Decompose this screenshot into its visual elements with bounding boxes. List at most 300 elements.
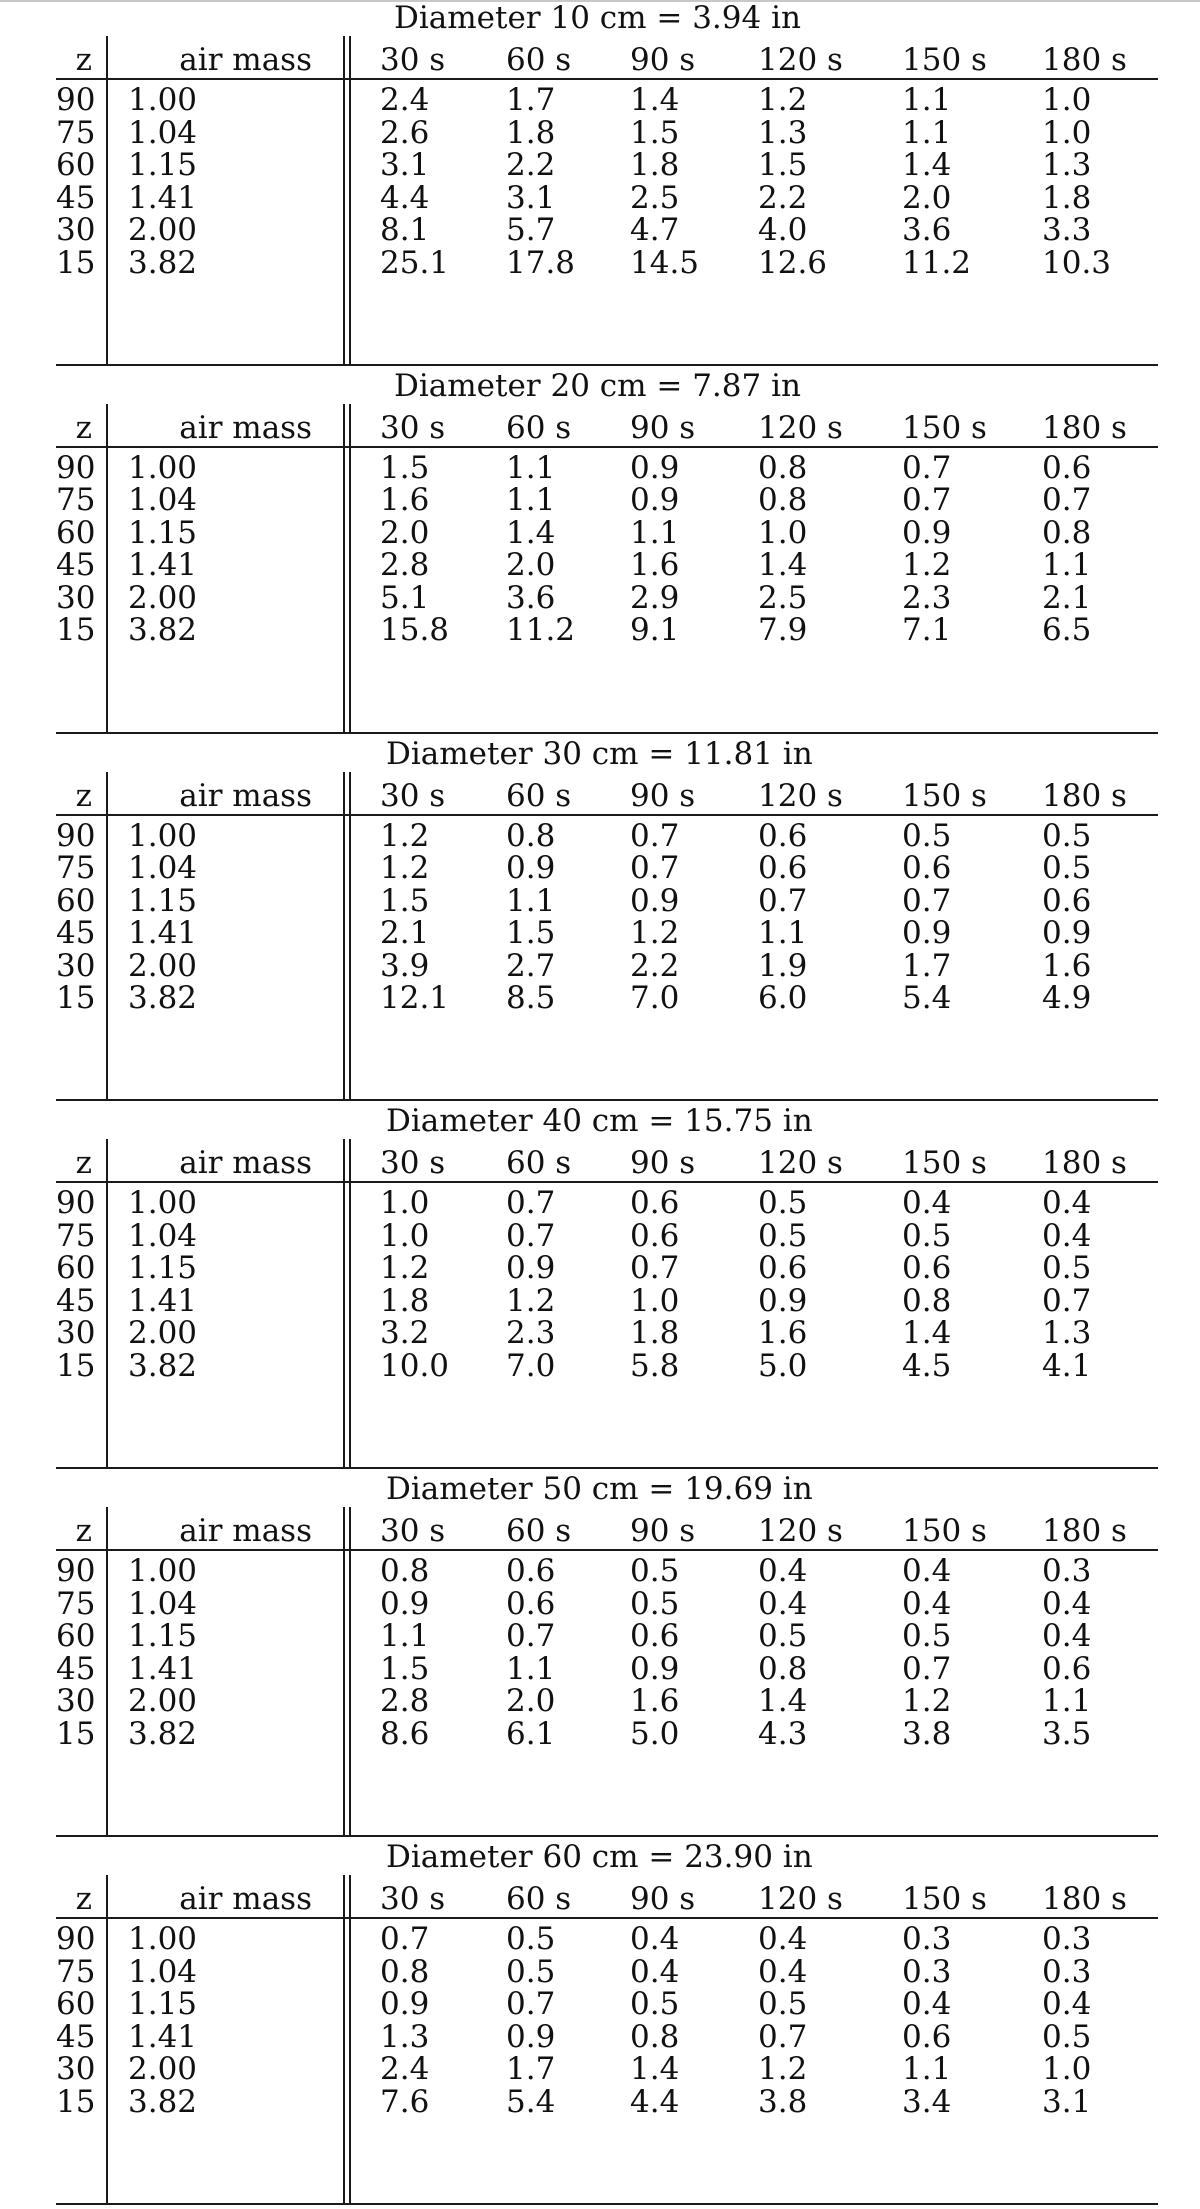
cell-90s: 0.7 xyxy=(630,817,680,854)
cell-180s: 1.3 xyxy=(1042,1315,1092,1352)
cell-z: 75 xyxy=(56,1585,96,1622)
cell-150s: 3.6 xyxy=(902,212,952,248)
cell-90s: 0.8 xyxy=(630,2018,680,2055)
cell-60s: 2.7 xyxy=(506,947,556,984)
cell-90s: 0.6 xyxy=(630,1618,680,1655)
cell-90s: 0.4 xyxy=(630,1921,680,1957)
z-column-rule xyxy=(106,772,108,1100)
cell-air-mass: 2.00 xyxy=(128,1315,198,1352)
cell-180s: 1.0 xyxy=(1042,114,1092,151)
cell-air-mass: 1.04 xyxy=(128,850,198,887)
cell-90s: 0.7 xyxy=(630,1250,680,1287)
column-header-z: z xyxy=(75,1513,92,1550)
cell-30s: 8.1 xyxy=(380,212,430,248)
cell-90s: 2.9 xyxy=(630,579,680,616)
cell-60s: 1.7 xyxy=(506,82,556,118)
cell-30s: 1.5 xyxy=(380,449,430,486)
table-header-row xyxy=(56,404,1158,449)
cell-30s: 8.6 xyxy=(380,1715,430,1752)
cell-60s: 6.1 xyxy=(506,1715,556,1752)
cell-120s: 2.5 xyxy=(758,579,808,616)
z-column-rule xyxy=(106,36,108,364)
cell-air-mass: 1.41 xyxy=(128,1650,198,1687)
cell-180s: 6.5 xyxy=(1042,612,1092,649)
cell-180s: 3.5 xyxy=(1042,1715,1092,1752)
cell-z: 60 xyxy=(56,514,96,551)
cell-60s: 0.9 xyxy=(506,2018,556,2055)
cell-120s: 1.4 xyxy=(758,1683,808,1720)
column-header-z: z xyxy=(75,1145,92,1182)
cell-120s: 1.6 xyxy=(758,1315,808,1352)
cell-180s: 4.1 xyxy=(1042,1347,1092,1384)
column-header-120s: 120 s xyxy=(758,409,843,446)
cell-air-mass: 1.04 xyxy=(128,482,198,519)
cell-60s: 1.4 xyxy=(506,514,556,551)
cell-30s: 12.1 xyxy=(380,980,450,1017)
column-header-90s: 90 s xyxy=(630,42,696,78)
cell-120s: 0.6 xyxy=(758,817,808,854)
column-header-air-mass: air mass xyxy=(179,777,312,814)
column-header-z: z xyxy=(75,409,92,446)
cell-120s: 0.7 xyxy=(758,882,808,919)
cell-z: 75 xyxy=(56,1953,96,1990)
cell-30s: 3.1 xyxy=(380,147,430,183)
cell-90s: 0.6 xyxy=(630,1185,680,1222)
cell-120s: 0.9 xyxy=(758,1282,808,1319)
cell-z: 15 xyxy=(56,612,96,649)
cell-180s: 1.0 xyxy=(1042,82,1092,118)
cell-90s: 0.6 xyxy=(630,1217,680,1254)
cell-120s: 7.9 xyxy=(758,612,808,649)
cell-air-mass: 2.00 xyxy=(128,1683,198,1720)
column-header-120s: 120 s xyxy=(758,42,843,78)
cell-120s: 0.8 xyxy=(758,1650,808,1687)
cell-150s: 0.4 xyxy=(902,1185,952,1222)
cell-150s: 3.8 xyxy=(902,1715,952,1752)
cell-60s: 1.1 xyxy=(506,482,556,519)
column-header-60s: 60 s xyxy=(506,1145,572,1182)
cell-150s: 0.3 xyxy=(902,1953,952,1990)
cell-60s: 1.5 xyxy=(506,915,556,952)
column-header-120s: 120 s xyxy=(758,1513,843,1550)
cell-120s: 0.4 xyxy=(758,1553,808,1590)
double-rule-left xyxy=(343,772,345,1100)
caption-text: Diameter 40 cm = 15.75 in xyxy=(386,1103,813,1140)
cell-150s: 1.2 xyxy=(902,1683,952,1720)
cell-z: 75 xyxy=(56,114,96,151)
column-header-120s: 120 s xyxy=(758,1145,843,1182)
cell-150s: 0.7 xyxy=(902,482,952,519)
cell-150s: 0.7 xyxy=(902,1650,952,1687)
cell-30s: 1.2 xyxy=(380,1250,430,1287)
cell-120s: 0.5 xyxy=(758,1185,808,1222)
cell-60s: 1.2 xyxy=(506,1282,556,1319)
cell-90s: 5.8 xyxy=(630,1347,680,1384)
caption-text: Diameter 10 cm = 3.94 in xyxy=(394,0,801,36)
cell-air-mass: 3.82 xyxy=(128,1347,198,1384)
cell-150s: 11.2 xyxy=(902,244,972,281)
cell-60s: 1.7 xyxy=(506,2051,556,2087)
cell-30s: 0.8 xyxy=(380,1953,430,1990)
cell-air-mass: 1.15 xyxy=(128,514,198,551)
cell-180s: 3.1 xyxy=(1042,2083,1092,2120)
block-bottom-rule xyxy=(56,1835,1158,1837)
block-bottom-rule xyxy=(56,2203,1158,2205)
column-header-z: z xyxy=(75,1881,92,1917)
cell-150s: 0.3 xyxy=(902,1921,952,1957)
cell-90s: 0.4 xyxy=(630,1953,680,1990)
cell-150s: 0.9 xyxy=(902,915,952,952)
cell-60s: 17.8 xyxy=(506,244,576,281)
cell-180s: 0.5 xyxy=(1042,1250,1092,1287)
column-header-150s: 150 s xyxy=(902,42,987,78)
cell-90s: 1.6 xyxy=(630,1683,680,1720)
table-caption xyxy=(56,368,1158,404)
cell-60s: 0.8 xyxy=(506,817,556,854)
cell-30s: 3.2 xyxy=(380,1315,430,1352)
column-header-60s: 60 s xyxy=(506,1513,572,1550)
cell-z: 45 xyxy=(56,1650,96,1687)
cell-120s: 0.5 xyxy=(758,1618,808,1655)
cell-30s: 2.4 xyxy=(380,82,430,118)
cell-60s: 1.1 xyxy=(506,449,556,486)
column-header-air-mass: air mass xyxy=(179,42,312,78)
column-header-60s: 60 s xyxy=(506,777,572,814)
column-header-180s: 180 s xyxy=(1042,1145,1127,1182)
column-header-60s: 60 s xyxy=(506,1881,572,1917)
cell-180s: 0.3 xyxy=(1042,1553,1092,1590)
cell-120s: 0.4 xyxy=(758,1585,808,1622)
cell-180s: 0.6 xyxy=(1042,449,1092,486)
cell-90s: 14.5 xyxy=(630,244,700,281)
table-row xyxy=(56,1714,1158,1759)
column-header-90s: 90 s xyxy=(630,777,696,814)
cell-90s: 4.4 xyxy=(630,2083,680,2120)
cell-180s: 0.3 xyxy=(1042,1921,1092,1957)
cell-z: 45 xyxy=(56,1282,96,1319)
cell-30s: 2.1 xyxy=(380,915,430,952)
caption-text: Diameter 20 cm = 7.87 in xyxy=(394,367,801,404)
column-header-30s: 30 s xyxy=(380,1145,446,1182)
cell-150s: 3.4 xyxy=(902,2083,952,2120)
cell-30s: 1.8 xyxy=(380,1282,430,1319)
cell-120s: 1.3 xyxy=(758,114,808,151)
cell-30s: 7.6 xyxy=(380,2083,430,2120)
cell-150s: 0.7 xyxy=(902,882,952,919)
cell-150s: 0.4 xyxy=(902,1585,952,1622)
cell-z: 75 xyxy=(56,850,96,887)
cell-150s: 0.9 xyxy=(902,514,952,551)
column-header-180s: 180 s xyxy=(1042,777,1127,814)
cell-120s: 1.9 xyxy=(758,947,808,984)
table-header-row xyxy=(56,1507,1158,1552)
cell-z: 30 xyxy=(56,579,96,616)
double-rule-left xyxy=(343,36,345,364)
cell-180s: 0.6 xyxy=(1042,882,1092,919)
cell-150s: 1.4 xyxy=(902,1315,952,1352)
cell-120s: 2.2 xyxy=(758,179,808,216)
cell-120s: 0.8 xyxy=(758,449,808,486)
column-header-90s: 90 s xyxy=(630,1513,696,1550)
cell-z: 30 xyxy=(56,947,96,984)
cell-z: 30 xyxy=(56,1683,96,1720)
cell-z: 75 xyxy=(56,1217,96,1254)
cell-180s: 1.3 xyxy=(1042,147,1092,183)
cell-120s: 1.5 xyxy=(758,147,808,183)
cell-120s: 0.4 xyxy=(758,1921,808,1957)
cell-air-mass: 1.41 xyxy=(128,1282,198,1319)
cell-60s: 8.5 xyxy=(506,980,556,1017)
cell-150s: 0.6 xyxy=(902,850,952,887)
cell-air-mass: 1.00 xyxy=(128,1185,198,1222)
cell-120s: 0.4 xyxy=(758,1953,808,1990)
cell-z: 45 xyxy=(56,547,96,584)
cell-air-mass: 1.04 xyxy=(128,114,198,151)
cell-60s: 0.6 xyxy=(506,1553,556,1590)
cell-air-mass: 1.15 xyxy=(128,1986,198,2022)
cell-90s: 0.9 xyxy=(630,482,680,519)
cell-90s: 1.4 xyxy=(630,82,680,118)
cell-180s: 0.3 xyxy=(1042,1953,1092,1990)
cell-90s: 0.5 xyxy=(630,1986,680,2022)
cell-z: 90 xyxy=(56,82,96,118)
cell-z: 75 xyxy=(56,482,96,519)
table-row xyxy=(56,243,1158,288)
caption-text: Diameter 30 cm = 11.81 in xyxy=(386,735,813,772)
cell-90s: 1.6 xyxy=(630,547,680,584)
cell-120s: 0.6 xyxy=(758,850,808,887)
cell-30s: 1.5 xyxy=(380,1650,430,1687)
cell-60s: 0.7 xyxy=(506,1618,556,1655)
cell-30s: 1.5 xyxy=(380,882,430,919)
table-caption xyxy=(56,736,1158,772)
column-header-180s: 180 s xyxy=(1042,409,1127,446)
table-header-row xyxy=(56,1875,1158,1920)
table-block xyxy=(56,368,1158,736)
cell-z: 60 xyxy=(56,882,96,919)
column-header-air-mass: air mass xyxy=(179,409,312,446)
cell-120s: 3.8 xyxy=(758,2083,808,2120)
cell-90s: 1.0 xyxy=(630,1282,680,1319)
cell-30s: 10.0 xyxy=(380,1347,450,1384)
cell-z: 60 xyxy=(56,1250,96,1287)
double-rule-right xyxy=(349,1875,351,2203)
cell-z: 15 xyxy=(56,1715,96,1752)
cell-air-mass: 2.00 xyxy=(128,947,198,984)
column-header-180s: 180 s xyxy=(1042,42,1127,78)
cell-120s: 0.8 xyxy=(758,482,808,519)
cell-120s: 1.2 xyxy=(758,82,808,118)
cell-120s: 0.5 xyxy=(758,1217,808,1254)
z-column-rule xyxy=(106,1139,108,1467)
cell-90s: 0.5 xyxy=(630,1553,680,1590)
cell-air-mass: 2.00 xyxy=(128,2051,198,2087)
cell-180s: 0.4 xyxy=(1042,1185,1092,1222)
cell-180s: 1.8 xyxy=(1042,179,1092,216)
cell-150s: 1.1 xyxy=(902,2051,952,2087)
table-caption xyxy=(56,1471,1158,1507)
z-column-rule xyxy=(106,1507,108,1835)
table-row xyxy=(56,1346,1158,1391)
cell-z: 15 xyxy=(56,980,96,1017)
column-header-30s: 30 s xyxy=(380,1513,446,1550)
cell-120s: 4.3 xyxy=(758,1715,808,1752)
cell-150s: 0.4 xyxy=(902,1986,952,2022)
column-header-air-mass: air mass xyxy=(179,1881,312,1917)
cell-120s: 1.1 xyxy=(758,915,808,952)
z-column-rule xyxy=(106,1875,108,2203)
cell-180s: 0.4 xyxy=(1042,1585,1092,1622)
cell-z: 60 xyxy=(56,147,96,183)
cell-30s: 1.6 xyxy=(380,482,430,519)
table-header-row xyxy=(56,36,1158,81)
cell-z: 90 xyxy=(56,1921,96,1957)
cell-60s: 2.3 xyxy=(506,1315,556,1352)
cell-60s: 0.9 xyxy=(506,850,556,887)
cell-z: 30 xyxy=(56,1315,96,1352)
cell-air-mass: 1.41 xyxy=(128,179,198,216)
cell-150s: 1.1 xyxy=(902,114,952,151)
cell-30s: 2.4 xyxy=(380,2051,430,2087)
cell-90s: 9.1 xyxy=(630,612,680,649)
column-header-150s: 150 s xyxy=(902,409,987,446)
cell-90s: 0.9 xyxy=(630,882,680,919)
table-header-row xyxy=(56,1139,1158,1184)
block-bottom-rule xyxy=(56,1099,1158,1101)
cell-90s: 0.9 xyxy=(630,1650,680,1687)
cell-60s: 1.1 xyxy=(506,1650,556,1687)
cell-150s: 1.7 xyxy=(902,947,952,984)
double-rule-left xyxy=(343,404,345,732)
cell-90s: 1.5 xyxy=(630,114,680,151)
cell-150s: 5.4 xyxy=(902,980,952,1017)
column-header-z: z xyxy=(75,42,92,78)
cell-150s: 1.1 xyxy=(902,82,952,118)
cell-30s: 2.8 xyxy=(380,547,430,584)
cell-60s: 0.6 xyxy=(506,1585,556,1622)
cell-150s: 0.6 xyxy=(902,1250,952,1287)
cell-air-mass: 3.82 xyxy=(128,244,198,281)
column-header-90s: 90 s xyxy=(630,1881,696,1917)
cell-30s: 2.6 xyxy=(380,114,430,151)
cell-120s: 1.4 xyxy=(758,547,808,584)
cell-150s: 0.4 xyxy=(902,1553,952,1590)
cell-30s: 1.0 xyxy=(380,1185,430,1222)
table-caption xyxy=(56,0,1158,36)
cell-z: 30 xyxy=(56,2051,96,2087)
block-bottom-rule xyxy=(56,732,1158,734)
column-header-180s: 180 s xyxy=(1042,1881,1127,1917)
column-header-30s: 30 s xyxy=(380,1881,446,1917)
cell-30s: 3.9 xyxy=(380,947,430,984)
caption-text: Diameter 60 cm = 23.90 in xyxy=(386,1839,813,1875)
table-block xyxy=(56,0,1158,368)
table-block xyxy=(56,1471,1158,1839)
cell-120s: 1.0 xyxy=(758,514,808,551)
cell-180s: 0.9 xyxy=(1042,915,1092,952)
double-rule-right xyxy=(349,36,351,364)
cell-air-mass: 3.82 xyxy=(128,980,198,1017)
cell-150s: 0.5 xyxy=(902,817,952,854)
cell-60s: 0.5 xyxy=(506,1953,556,1990)
cell-180s: 0.4 xyxy=(1042,1217,1092,1254)
cell-180s: 0.8 xyxy=(1042,514,1092,551)
cell-120s: 5.0 xyxy=(758,1347,808,1384)
column-header-150s: 150 s xyxy=(902,1881,987,1917)
cell-60s: 5.7 xyxy=(506,212,556,248)
cell-120s: 12.6 xyxy=(758,244,828,281)
cell-air-mass: 1.00 xyxy=(128,1921,198,1957)
cell-150s: 4.5 xyxy=(902,1347,952,1384)
cell-120s: 0.6 xyxy=(758,1250,808,1287)
cell-30s: 2.0 xyxy=(380,514,430,551)
column-header-90s: 90 s xyxy=(630,409,696,446)
cell-180s: 1.0 xyxy=(1042,2051,1092,2087)
double-rule-left xyxy=(343,1507,345,1835)
column-header-90s: 90 s xyxy=(630,1145,696,1182)
cell-air-mass: 1.15 xyxy=(128,1618,198,1655)
cell-air-mass: 1.41 xyxy=(128,915,198,952)
cell-90s: 2.2 xyxy=(630,947,680,984)
cell-60s: 0.7 xyxy=(506,1185,556,1222)
cell-90s: 5.0 xyxy=(630,1715,680,1752)
cell-60s: 1.8 xyxy=(506,114,556,151)
column-header-air-mass: air mass xyxy=(179,1145,312,1182)
cell-150s: 0.5 xyxy=(902,1618,952,1655)
cell-60s: 3.1 xyxy=(506,179,556,216)
cell-180s: 1.1 xyxy=(1042,1683,1092,1720)
column-header-60s: 60 s xyxy=(506,42,572,78)
cell-30s: 15.8 xyxy=(380,612,450,649)
cell-60s: 0.9 xyxy=(506,1250,556,1287)
column-header-30s: 30 s xyxy=(380,42,446,78)
cell-120s: 4.0 xyxy=(758,212,808,248)
cell-60s: 0.5 xyxy=(506,1921,556,1957)
cell-60s: 2.2 xyxy=(506,147,556,183)
double-rule-right xyxy=(349,1139,351,1467)
table-header-row xyxy=(56,772,1158,817)
cell-90s: 0.5 xyxy=(630,1585,680,1622)
cell-60s: 11.2 xyxy=(506,612,576,649)
cell-air-mass: 1.41 xyxy=(128,547,198,584)
cell-z: 15 xyxy=(56,2083,96,2120)
cell-150s: 0.6 xyxy=(902,2018,952,2055)
cell-air-mass: 1.00 xyxy=(128,817,198,854)
cell-30s: 2.8 xyxy=(380,1683,430,1720)
cell-z: 60 xyxy=(56,1986,96,2022)
cell-90s: 1.4 xyxy=(630,2051,680,2087)
cell-150s: 0.5 xyxy=(902,1217,952,1254)
z-column-rule xyxy=(106,404,108,732)
cell-180s: 0.5 xyxy=(1042,2018,1092,2055)
cell-180s: 0.4 xyxy=(1042,1618,1092,1655)
cell-z: 15 xyxy=(56,244,96,281)
cell-air-mass: 2.00 xyxy=(128,212,198,248)
cell-30s: 0.8 xyxy=(380,1553,430,1590)
table-block xyxy=(56,736,1158,1104)
cell-120s: 6.0 xyxy=(758,980,808,1017)
cell-150s: 1.2 xyxy=(902,547,952,584)
cell-180s: 0.5 xyxy=(1042,817,1092,854)
block-bottom-rule xyxy=(56,364,1158,366)
cell-air-mass: 3.82 xyxy=(128,612,198,649)
cell-180s: 0.7 xyxy=(1042,482,1092,519)
cell-180s: 1.6 xyxy=(1042,947,1092,984)
cell-30s: 1.1 xyxy=(380,1618,430,1655)
cell-90s: 0.7 xyxy=(630,850,680,887)
cell-60s: 2.0 xyxy=(506,547,556,584)
cell-180s: 0.7 xyxy=(1042,1282,1092,1319)
